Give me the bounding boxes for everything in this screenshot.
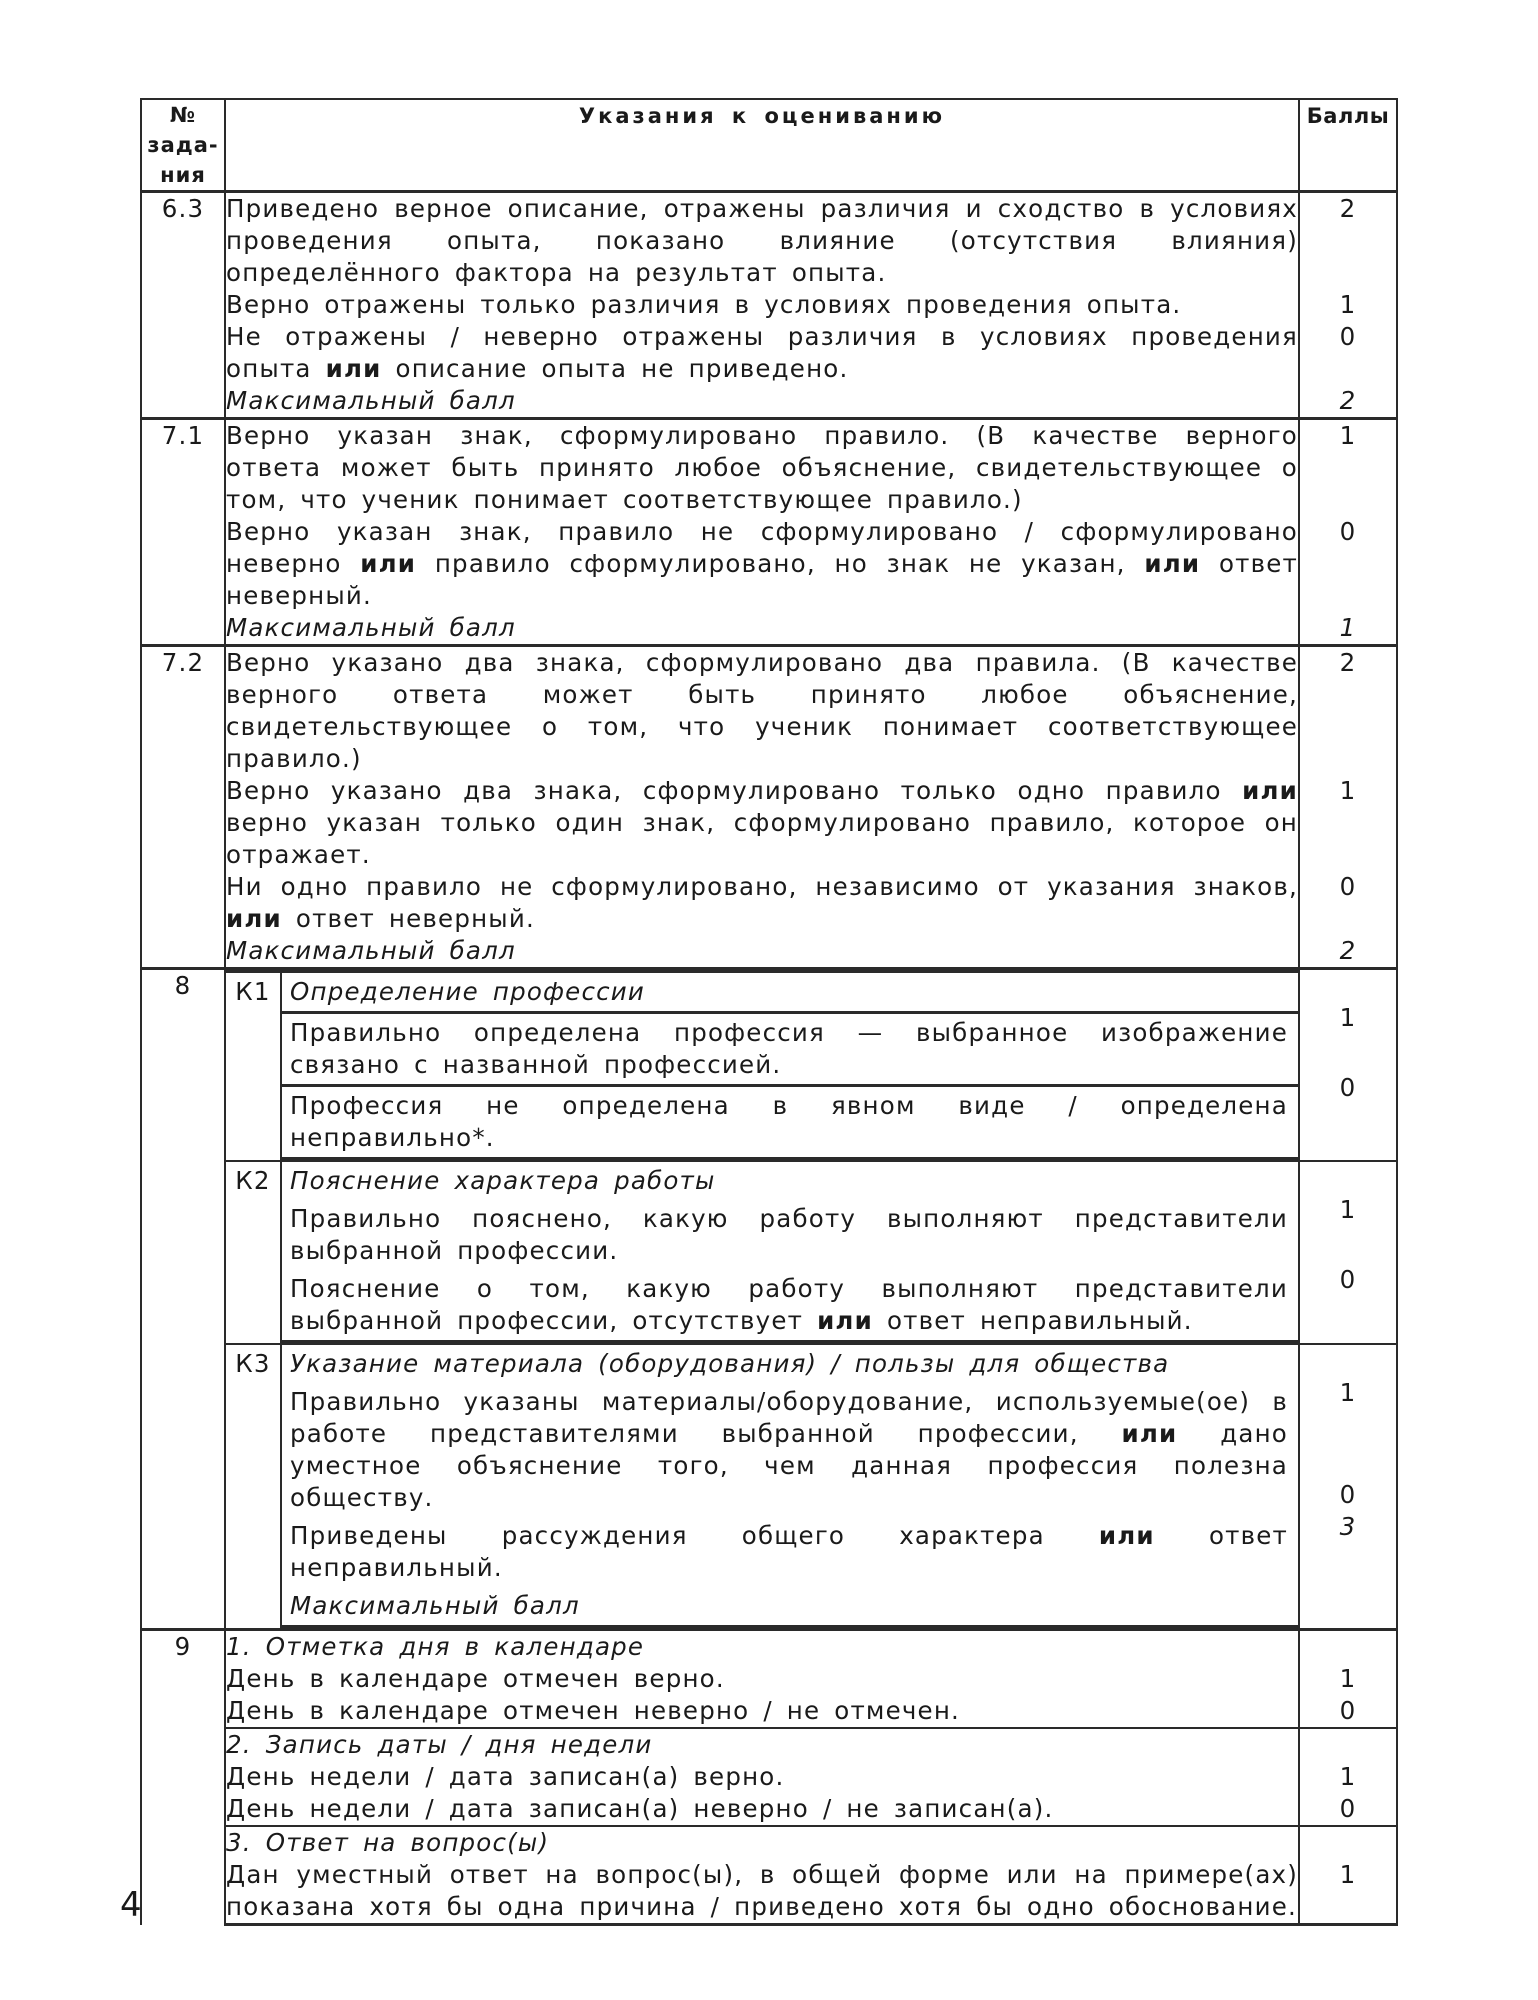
score-value: 1	[1299, 1663, 1397, 1695]
text-part: Приведены рассуждения общего характера	[290, 1521, 1045, 1550]
score-column	[1299, 1344, 1397, 1630]
criterion-text	[281, 1270, 1298, 1342]
score-value: 1	[1339, 1003, 1357, 1032]
criterion-code: К2	[226, 1162, 281, 1342]
table-row	[141, 385, 1397, 419]
subtask-title: 3. Ответ на вопрос(ы)	[225, 1826, 1299, 1859]
or-word: или	[817, 1306, 873, 1335]
score-value: 0	[1299, 1793, 1397, 1826]
instructions-header: Указания к оцениванию	[225, 99, 1299, 192]
grading-table	[140, 98, 1398, 1926]
criterion-text: Верно отражены только различия в условиях проведения опыта.	[225, 289, 1299, 321]
table-row	[141, 775, 1397, 871]
header-num-line2: зада-	[147, 133, 219, 157]
criterion-k2	[225, 1161, 1299, 1344]
header-num-symbol: №	[169, 103, 197, 127]
table-row	[141, 935, 1397, 969]
subtask-title: 2. Запись даты / дня недели	[225, 1728, 1299, 1761]
score-value: 0	[1299, 321, 1397, 385]
max-score-label: Максимальный балл	[225, 385, 1299, 419]
score-value: 1	[1339, 1195, 1357, 1224]
criterion-text	[225, 775, 1299, 871]
text-part: Пояснение о том, какую работу выполняют представители выбранной профессии, отсутствует	[290, 1274, 1288, 1335]
text-part: Верно указано два знака, сформулировано только одно правило	[226, 776, 1222, 805]
text-part: Правильно указаны материалы/оборудование, используемые(ое) в работе представителями выбранной профессии,	[290, 1387, 1288, 1448]
table-row	[141, 646, 1397, 776]
criterion-text	[225, 516, 1299, 612]
task-number: 7.1	[141, 419, 225, 646]
text-part: описание опыта не приведено.	[395, 354, 849, 383]
score-value: 1	[1299, 775, 1397, 871]
table-row	[141, 516, 1397, 612]
criterion-k3-table	[226, 1345, 1298, 1628]
criterion-text: День в календаре отмечен неверно / не отмечен.	[225, 1695, 1299, 1728]
text-part: правило сформулировано, но знак не указан,	[434, 549, 1126, 578]
score-value: 1	[1299, 1859, 1397, 1925]
criterion-code: К3	[226, 1345, 281, 1627]
criterion-text: Правильно пояснено, какую работу выполняют представители выбранной профессии.	[290, 1204, 1288, 1265]
text-part: ответ неправильный.	[886, 1306, 1193, 1335]
criterion-text: День недели / дата записан(а) неверно / не записан(а).	[225, 1793, 1299, 1826]
score-header: Баллы	[1299, 99, 1397, 192]
score-value: 0	[1339, 1073, 1357, 1102]
table-row	[141, 1826, 1397, 1859]
criterion-k1	[225, 969, 1299, 1162]
max-score-value: 2	[1299, 935, 1397, 969]
table-row	[141, 1663, 1397, 1695]
task-9	[141, 1630, 1397, 1925]
table-row	[141, 1793, 1397, 1826]
header-num-line3: ния	[160, 163, 206, 187]
score-value: 1	[1339, 1378, 1357, 1407]
task-6-3	[141, 192, 1397, 419]
score-value: 0	[1299, 516, 1397, 612]
criterion-text	[225, 321, 1299, 385]
criterion-text: День в календаре отмечен верно.	[225, 1663, 1299, 1695]
score-column	[1299, 969, 1397, 1162]
table-header-row	[141, 99, 1397, 192]
table-row	[141, 1761, 1397, 1793]
or-word: или	[360, 549, 417, 578]
table-row	[141, 612, 1397, 646]
or-word: или	[1121, 1419, 1178, 1448]
table-row	[141, 871, 1397, 935]
score-value: 1	[1299, 289, 1397, 321]
criterion-text	[281, 1383, 1298, 1517]
score-column	[1299, 1161, 1397, 1344]
table-row	[141, 1859, 1397, 1925]
text-part: Верно указан знак, правило не сформулировано / сформулировано неверно	[226, 517, 1298, 578]
criterion-text: День недели / дата записан(а) верно.	[225, 1761, 1299, 1793]
criterion-text: Верно указано два знака, сформулировано два правила. (В качестве верного ответа может быть принято любое объяснение, свидетельствующее о том, что ученик понимает соответствующее правило.)	[225, 646, 1299, 776]
table-row	[141, 1161, 1397, 1344]
table-row	[141, 1695, 1397, 1728]
or-word: или	[1242, 776, 1298, 805]
criterion-title: Пояснение характера работы	[290, 1166, 716, 1195]
text-part: Ни одно правило не сформулировано, независимо от указания знаков,	[226, 872, 1298, 901]
text-part: дано уместное объяснение того, чем данная профессия полезна обществу.	[290, 1419, 1288, 1512]
criterion-text: Профессия не определена в явном виде / определена неправильно*.	[281, 1086, 1298, 1159]
score-value: 0	[1339, 1265, 1357, 1294]
score-empty	[1299, 1630, 1397, 1664]
criterion-text	[281, 1517, 1298, 1587]
criterion-text: Дан уместный ответ на вопрос(ы), в общей форме или на примере(ах) показана хотя бы одна причина / приведено хотя бы одно обоснование.	[225, 1859, 1299, 1925]
criterion-title: Определение профессии	[281, 972, 1298, 1013]
or-word: или	[1098, 1521, 1155, 1550]
score-value: 0	[1339, 1480, 1357, 1509]
score-empty	[1299, 1728, 1397, 1761]
text-part: ответ неправильный.	[290, 1521, 1288, 1582]
score-empty	[1299, 1826, 1397, 1859]
table-row	[141, 192, 1397, 290]
task-number-header	[141, 99, 225, 192]
text-part: верно указан только один знак, сформулировано правило, которое он отражает.	[226, 808, 1298, 869]
criterion-text	[225, 871, 1299, 935]
score-value: 1	[1299, 419, 1397, 517]
table-row	[141, 969, 1397, 1162]
criterion-text: Приведено верное описание, отражены различия и сходство в условиях проведения опыта, показано влияние (отсутствия влияния) определённого фактора на результат опыта.	[225, 192, 1299, 290]
criterion-text: Верно указан знак, сформулировано правило. (В качестве верного ответа может быть принято любое объяснение, свидетельствующее о том, что ученик понимает соответствующее правило.)	[225, 419, 1299, 517]
page-number: 4	[120, 1885, 142, 1925]
subtask-title: 1. Отметка дня в календаре	[225, 1630, 1299, 1664]
criterion-title: Указание материала (оборудования) / пользы для общества	[290, 1349, 1170, 1378]
task-7-1	[141, 419, 1397, 646]
max-score-value: 3	[1339, 1512, 1357, 1541]
criterion-code: К1	[226, 972, 281, 1159]
text-part: Не отражены / неверно отражены различия в условиях проведения опыта	[226, 322, 1298, 383]
table-row	[141, 419, 1397, 517]
task-number: 6.3	[141, 192, 225, 419]
criterion-text: Правильно определена профессия — выбранное изображение связано с названной профессией.	[281, 1013, 1298, 1086]
table-row	[141, 321, 1397, 385]
task-number: 7.2	[141, 646, 225, 969]
or-word: или	[325, 354, 382, 383]
task-number: 9	[141, 1630, 225, 1925]
table-row	[141, 1630, 1397, 1664]
score-value: 1	[1299, 1761, 1397, 1793]
or-word: или	[226, 904, 282, 933]
score-value: 0	[1299, 1695, 1397, 1728]
text-part: ответ неверный.	[226, 549, 1298, 610]
max-score-label: Максимальный балл	[281, 1587, 1298, 1627]
criterion-k1-table	[226, 970, 1298, 1160]
task-8	[141, 969, 1397, 1630]
max-score-value: 2	[1299, 385, 1397, 419]
table-row	[141, 1728, 1397, 1761]
score-value: 2	[1299, 192, 1397, 290]
text-part: ответ неверный.	[295, 904, 535, 933]
max-score-label: Максимальный балл	[225, 935, 1299, 969]
score-value: 0	[1299, 871, 1397, 935]
or-word: или	[1144, 549, 1201, 578]
max-score-value: 1	[1299, 612, 1397, 646]
max-score-label: Максимальный балл	[225, 612, 1299, 646]
task-number: 8	[141, 969, 225, 1630]
criterion-k2-table	[226, 1162, 1298, 1343]
task-7-2	[141, 646, 1397, 969]
table-row	[141, 289, 1397, 321]
table-row	[141, 1344, 1397, 1630]
criterion-k3	[225, 1344, 1299, 1630]
score-value: 2	[1299, 646, 1397, 776]
